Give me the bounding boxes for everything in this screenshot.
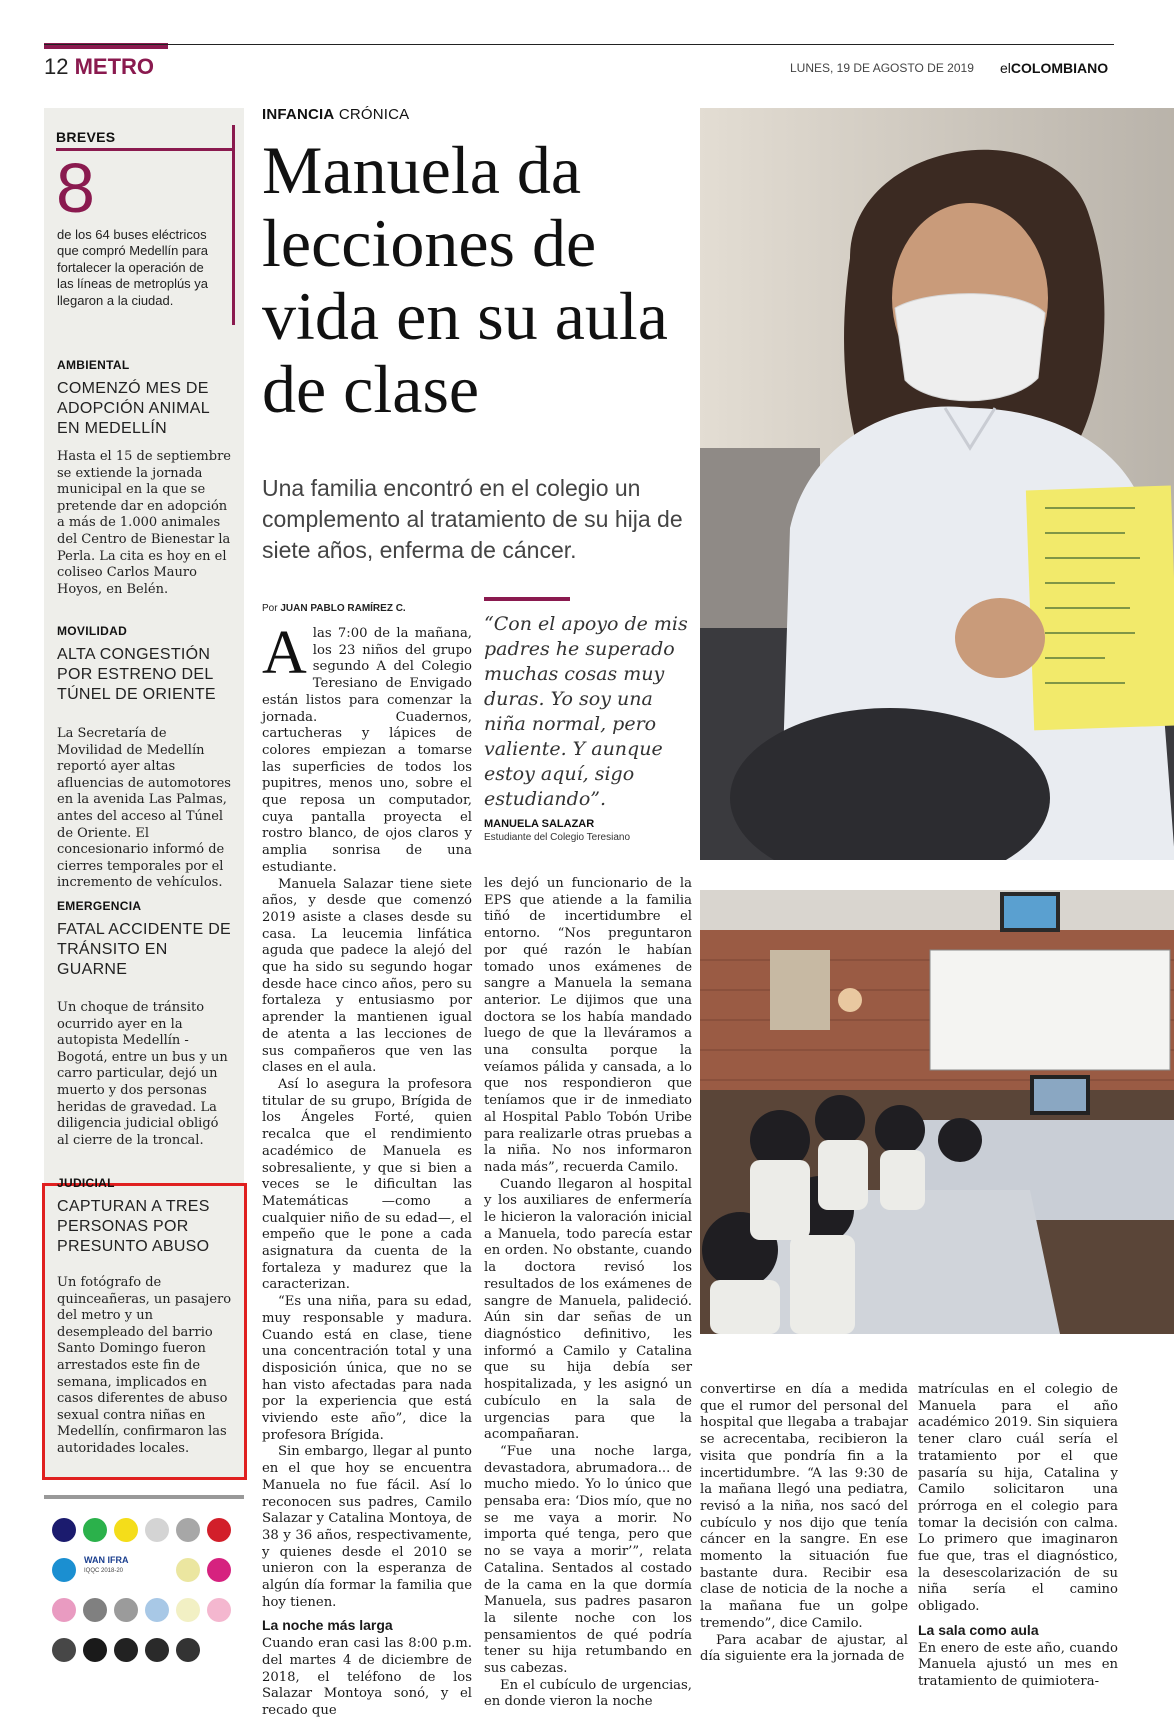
brief-label-movilidad: MOVILIDAD [57, 624, 128, 638]
paragraph: Manuela Salazar tiene siete años, y desde que comenzó 2019 asiste a clases desde su casa. La leucemia linfática aguda que padece la alejó del que ha sido su segundo hogar desde hace cinco años, pero su fortaleza y entusiasmo por aprender la mantienen igual de atenta a las lecciones de sus compañeros que ven las clases en el aula. [262, 876, 472, 1076]
quote-attribution-role: Estudiante del Colegio Teresiano [484, 832, 631, 843]
color-swatch [83, 1518, 107, 1542]
page-header-left [44, 54, 154, 80]
kicker-section: INFANCIA [262, 106, 335, 123]
brief-label-ambiental: AMBIENTAL [57, 358, 130, 372]
subhead-sala: La sala como aula [918, 1621, 1039, 1638]
paragraph: Cuando llegaron al hospital y los auxiliares de enfermería le hicieron la valoración inicial a Manuela, todo parecía estar en orden. No obstante, cuando la doctora revisó los resultados de los exámenes de sangre de Manuela, palideció. Aún sin dar señas de un diagnóstico definitivo, les informó a Camilo y Catalina que su hija debía ser hospitalizada, y les asignó un cubículo en la sala de urgencias para que la acompañaran. [484, 1176, 692, 1443]
color-swatch [52, 1558, 76, 1582]
page-number: 12 [44, 54, 69, 79]
color-control-strip [52, 1518, 242, 1698]
color-swatch [83, 1638, 107, 1662]
quote-attribution-name: MANUELA SALAZAR [484, 818, 595, 830]
paragraph: En el cubículo de urgencias, en donde vieron la noche [484, 1677, 692, 1710]
brief-headline-judicial: CAPTURAN A TRES PERSONAS POR PRESUNTO ABUSO [57, 1198, 210, 1255]
paragraph: convertirse en día a medida que el rumor del personal del hospital que llegaba a trabajar se acrecentaba, recibieron la visita que pondría fin a la incertidumbre. “A las 9:30 de la mañana llegó una pediatra, revisó a la niña, nos sacó del cubículo y nos dijo que tenía cáncer en la sangre. En ese momento la situación fue bastante dura. Recibir esa clase de noticia de la noche a la mañana fue un golpe tremendo”, dice Camilo. [700, 1382, 908, 1631]
quote-rule [484, 597, 570, 601]
sidebar-bottom-rule [44, 1495, 244, 1499]
section-name: METRO [74, 54, 155, 79]
color-swatch [52, 1638, 76, 1662]
pull-quote: “Con el apoyo de mis padres he superado muchas cosas muy duras. Yo soy una niña normal, pero valiente. Y aunque estoy aquí, sigo estudiando”. [484, 613, 688, 810]
paragraph: Cuando eran casi las 8:00 p.m. del martes 4 de diciembre de 2018, el teléfono de los Salazar Montoya sonó, y el recado que [262, 1636, 472, 1718]
newspaper-name [1000, 60, 1108, 76]
drop-cap: A [262, 619, 307, 687]
breves-label: BREVES [56, 129, 116, 145]
article-column-2 [484, 876, 692, 1711]
paragraph: Para acabar de ajustar, al día siguiente era la jornada de [700, 1632, 908, 1665]
swatch-caption: IQQC 2018-20 [84, 1568, 124, 1574]
brief-headline-movilidad: ALTA CONGESTIÓN POR ESTRENO DEL TÚNEL DE ORIENTE [57, 646, 216, 703]
color-swatch [52, 1518, 76, 1542]
brief-label-emergencia: EMERGENCIA [57, 899, 142, 913]
color-swatch [83, 1598, 107, 1622]
swatch-logo: WAN IFRA [84, 1555, 129, 1565]
article-kicker [262, 106, 409, 123]
color-swatch [207, 1598, 231, 1622]
breves-number: 8 [56, 149, 95, 227]
newspaper-prefix: el [1000, 60, 1011, 76]
brief-body-judicial: Un fotógrafo de quinceañeras, un pasajero del metro y un desempleado del barrio Santo Domingo fueron arrestados este fin de semana, implicados en casos diferentes de abuso sexual contra niñas en Medellín, confirmaron las autoridades locales. [57, 1275, 232, 1456]
byline-author: JUAN PABLO RAMÍREZ C. [280, 603, 406, 614]
paragraph: “Fue una noche larga, devastadora, abrumadora... de mucho miedo. Yo lo único que pensaba era: ‘Dios mío, que no se me vaya a morir. No importa qué tenga, pero que no se vaya a morir’”, relata Catalina. Sentados al costado de la cama en la que dormía Manuela, sus padres pasaron la silente noche con los pensamientos de qué podría tener su hija retumbando en sus cabezas. [484, 1443, 692, 1677]
color-swatch [176, 1638, 200, 1662]
article-deck: Una familia encontró en el colegio un complemento al tratamiento de su hija de siete años, enferma de cáncer. [262, 475, 683, 563]
color-swatch [114, 1638, 138, 1662]
brief-headline-emergencia: FATAL ACCIDENTE DE TRÁNSITO EN GUARNE [57, 921, 232, 978]
top-rule [44, 44, 1114, 45]
color-swatch [176, 1598, 200, 1622]
article-column-4 [918, 1382, 1118, 1691]
color-swatch [176, 1518, 200, 1542]
photo-classroom [700, 890, 1174, 1334]
brief-body-movilidad: La Secretaría de Movilidad de Medellín reportó ayer altas afluencias de automotores en la avenida Las Palmas, antes del acceso al Túnel de Oriente. El concesionario informó de cierres temporales por el incremento de vehículos. [57, 726, 231, 891]
paragraph: las 7:00 de la mañana, los 23 niños del grupo segundo A del Colegio Teresiano de Envigado están listos para comenzar la jornada. Cuadernos, cartucheras y lápices de colores empiezan a tomarse las superficies de todos los pupitres, menos uno, sobre el que reposa un computador, cuya pantalla proyecta el rostro blanco, de ojos claros y amplia sonrisa de una estudiante. [262, 626, 472, 875]
paragraph: Así lo asegura la profesora titular de su grupo, Brígida de los Ángeles Forté, quien recalca que el rendimiento académico de Manuela es sobresaliente, y que si bien a veces se le dificultan las Matemáticas —como a cualquier niño de su edad—, el empeño que le pone a cada asignatura da cuenta de la fortaleza y madurez que la caracterizan. [262, 1076, 472, 1293]
byline [262, 603, 406, 614]
color-swatch [114, 1598, 138, 1622]
breves-text: de los 64 buses eléctricos que compró Medellín para fortalecer la operación de las líneas de metroplús ya llegaron a la ciudad. [57, 227, 209, 308]
brief-body-ambiental: Hasta el 15 de septiembre se extiende la jornada municipal en la que se pretende dar en adopción a más de 1.000 animales del Centro de Bienestar la Perla. La cita es hoy en el coliseo Carlos Mauro Hoyos, en Belén. [57, 449, 231, 597]
article-headline: Manuela da lecciones de vida en su aula de clase [262, 132, 668, 427]
brief-body-emergencia: Un choque de tránsito ocurrido ayer en la autopista Medellín - Bogotá, entre un bus y un carro particular, dejó un muerto y dos personas heridas de gravedad. La diligencia judicial obligó al cierre de la troncal. [57, 1000, 228, 1148]
dateline: LUNES, 19 DE AGOSTO DE 2019 [790, 61, 974, 75]
byline-prefix: Por [262, 603, 278, 614]
kicker-genre: CRÓNICA [338, 106, 410, 123]
paragraph: Sin embargo, llegar al punto en el que hoy se encuentra Manuela no fue fácil. Así lo reconocen sus padres, Camilo Salazar y Catalina Montoya, de 38 y 36 años, respectivamente, y quienes desde el 2010 se unieron con la esperanza de algún día formar la familia que hoy tienen. [262, 1444, 472, 1610]
color-swatch [145, 1638, 169, 1662]
newspaper-title: COLOMBIANO [1010, 60, 1109, 76]
paragraph: “Es una niña, para su edad, muy responsable y madura. Cuando está en clase, tiene una concentración total y una disposición única, que no se han visto afectadas para nada por la experiencia que está viviendo este año”, dice la profesora Brígida. [262, 1294, 472, 1443]
photo-manuela-illustration [700, 108, 1174, 860]
paragraph: matrículas en el colegio de Manuela para el año académico 2019. Sin siquiera tener claro cuál sería el tratamiento por el que pasaría su hija, Catalina y Camilo solicitaron una prórroga en el colegio para tomar la decisión con calma. Lo primero que imaginaron fue que, tras el diagnóstico, la desescolarización de su niña sería el camino obligado. [918, 1382, 1118, 1615]
color-swatch [145, 1598, 169, 1622]
brief-label-judicial: JUDICIAL [57, 1176, 115, 1190]
paragraph: les dejó un funcionario de la EPS que atiende a la familia tiñó de incertidumbre el entorno. “Nos preguntaron por qué razón le habían tomado unos exámenes de sangre a Manuela la semana anterior. Le dijimos que una doctora se los había mandado luego de que la lleváramos a una consulta porque la veíamos pálida y cansada, a lo que nos respondieron que teníamos que ir de inmediato al Hospital Pablo Tobón Uribe para realizarle otras pruebas a la niña. No nos informaron nada más”, recuerda Camilo. [484, 876, 692, 1175]
brief-headline-ambiental: COMENZÓ MES DE ADOPCIÓN ANIMAL EN MEDELLÍN [57, 380, 210, 437]
color-swatch [176, 1558, 200, 1582]
article-column-1 [262, 619, 472, 1720]
article-column-3 [700, 1382, 908, 1666]
color-swatch [52, 1598, 76, 1622]
photo-manuela-masked [700, 108, 1174, 860]
color-swatch [207, 1518, 231, 1542]
subhead-noche: La noche más larga [262, 1617, 393, 1634]
paragraph: En enero de este año, cuando Manuela ajustó un mes en tratamiento de quimiotera- [918, 1640, 1118, 1689]
photo-classroom-illustration [700, 890, 1174, 1334]
color-swatch [114, 1518, 138, 1542]
color-swatch [207, 1558, 231, 1582]
color-swatch [145, 1518, 169, 1542]
